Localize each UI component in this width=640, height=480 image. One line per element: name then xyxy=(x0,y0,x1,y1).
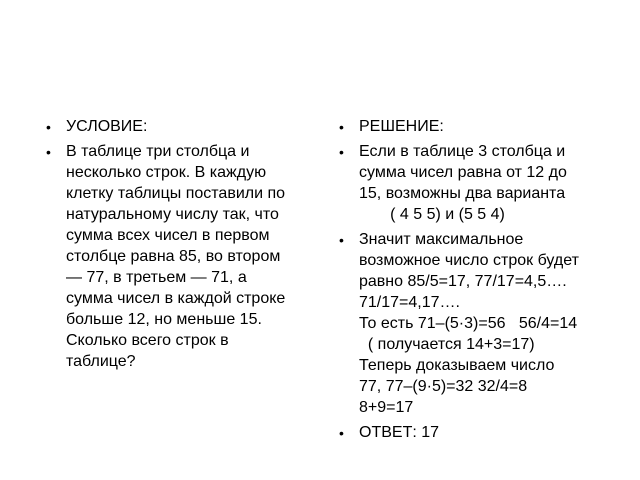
text-line: натуральному числу так, что xyxy=(66,206,279,223)
text-line: 15, возможны два варианта xyxy=(359,185,566,202)
bullet-icon: • xyxy=(46,144,51,160)
text-line: РЕШЕНИЕ: xyxy=(359,118,444,135)
text-line: ОТВЕТ: 17 xyxy=(359,424,440,441)
solution-column xyxy=(337,116,599,447)
condition-column xyxy=(44,116,292,376)
text-line: То есть 71–(5·3)=56 56/4=14 xyxy=(359,315,578,332)
condition-heading xyxy=(44,116,292,137)
text-line: ( 4 5 5) и (5 5 4) xyxy=(359,206,505,223)
text-line: клетку таблицы поставили по xyxy=(66,185,286,202)
solution-variants xyxy=(337,141,599,225)
text-line: таблице? xyxy=(66,353,136,370)
answer xyxy=(337,422,599,443)
text-line: 77, 77–(9·5)=32 32/4=8 xyxy=(359,378,528,395)
text-line: возможное число строк будет xyxy=(359,252,579,269)
bullet-icon: • xyxy=(339,144,344,160)
bullet-icon: • xyxy=(339,232,344,248)
text-line: равно 85/5=17, 77/17=4,5…. xyxy=(359,273,567,290)
text-line: несколько строк. В каждую xyxy=(66,164,267,181)
text-line: Значит максимальное xyxy=(359,231,524,248)
bullet-icon: • xyxy=(339,119,344,135)
solution-heading xyxy=(337,116,599,137)
text-line: сумма чисел в каждой строке xyxy=(66,290,286,307)
text-line: Если в таблице 3 столбца и xyxy=(359,143,566,160)
text-line: сумма всех чисел в первом xyxy=(66,227,270,244)
bullet-icon: • xyxy=(46,119,51,135)
condition-text xyxy=(44,141,292,372)
text-line: В таблице три столбца и xyxy=(66,143,250,160)
text-line: Сколько всего строк в xyxy=(66,332,229,349)
text-line: УСЛОВИЕ: xyxy=(66,118,148,135)
text-line: Теперь доказываем число xyxy=(359,357,555,374)
text-line: сумма чисел равна от 12 до xyxy=(359,164,567,181)
text-line: 8+9=17 xyxy=(359,399,414,416)
text-line: ( получается 14+3=17) xyxy=(359,336,535,353)
bullet-icon: • xyxy=(339,425,344,441)
text-line: 71/17=4,17…. xyxy=(359,294,460,311)
text-line: столбце равна 85, во втором xyxy=(66,248,281,265)
solution-calculation xyxy=(337,229,599,418)
text-line: — 77, в третьем — 71, а xyxy=(66,269,247,286)
text-line: больше 12, но меньше 15. xyxy=(66,311,262,328)
